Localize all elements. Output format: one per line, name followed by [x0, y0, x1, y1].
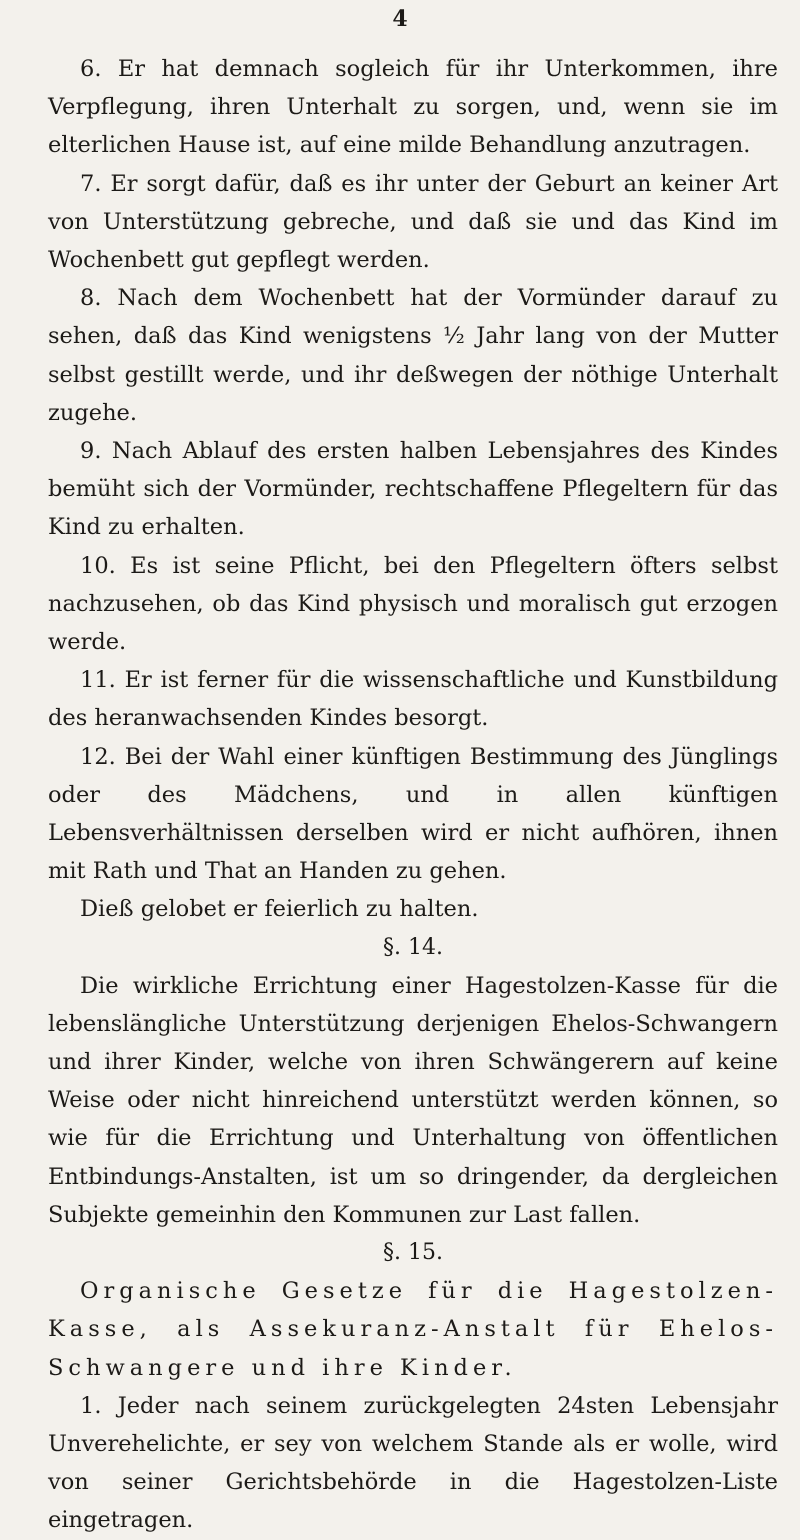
paragraph-9: 9. Nach Ablauf des ersten halben Lebensjahres des Kindes bemüht sich der Vormünder, rechtschaffene Pflegeltern für das Kind zu erhalten. [48, 438, 778, 541]
paragraph-12: 12. Bei der Wahl einer künftigen Bestimmung des Jünglings oder des Mädchens, und in allen künftigen Lebensverhältnissen derselben wird er nicht aufhören, ihnen mit Rath und That an Handen zu gehen. [48, 743, 778, 885]
page-number: 4 [392, 6, 408, 32]
paragraph-10: 10. Es ist seine Pflicht, bei den Pflegeltern öfters selbst nachzusehen, ob das Kind physisch und moralisch gut erzogen werde. [48, 552, 778, 656]
section-15-mark: §. 15. [383, 1240, 443, 1266]
paragraph-11: 11. Er ist ferner für die wissenschaftliche und Kunstbildung des heranwachsenden Kindes besorgt. [48, 667, 778, 732]
paragraph-6: 6. Er hat demnach sogleich für ihr Unterkommen, ihre Verpflegung, ihren Unterhalt zu sorgen, und, wenn sie im elterlichen Hause ist, auf eine milde Behandlung anzutragen. [48, 56, 778, 159]
oath-line: Dieß gelobet er feierlich zu halten. [80, 896, 479, 923]
paragraph-15-1: 1. Jeder nach seinem zurückgelegten 24sten Lebensjahr Unverehelichte, er sey von welchem Stande als er wolle, wird von seiner Gerichtsbehörde in die Hagestolzen-Liste eingetragen. [48, 1392, 778, 1534]
section-15-heading: Organische Gesetze für die Hagestolzen-Kasse, als Assekuranz-Anstalt für Ehelos-Schwangere und ihre Kinder. [48, 1278, 778, 1381]
paragraph-14: Die wirkliche Errichtung einer Hagestolzen-Kasse für die lebenslängliche Unterstützung derjenigen Ehelos-Schwangern und ihrer Kinder, welche von ihren Schwängerern auf keine Weise oder nicht hinreichend unterstützt werden können, so wie für die Errichtung und Unterhaltung von öffentlichen Entbindungs-Anstalten, ist um so dringender, da dergleichen Subjekte gemeinhin den Kommunen zur Last fallen. [48, 972, 778, 1228]
paragraph-7: 7. Er sorgt dafür, daß es ihr unter der Geburt an keiner Art von Unterstützung gebreche, und daß sie und das Kind im Wochenbett gut gepflegt werden. [48, 170, 778, 274]
paragraph-8: 8. Nach dem Wochenbett hat der Vormünder darauf zu sehen, daß das Kind wenigstens ½ Jahr lang von der Mutter selbst gestillt werde, und ihr deßwegen der nöthige Unterhalt zugehe. [48, 285, 778, 426]
section-14-mark: §. 14. [383, 934, 443, 960]
